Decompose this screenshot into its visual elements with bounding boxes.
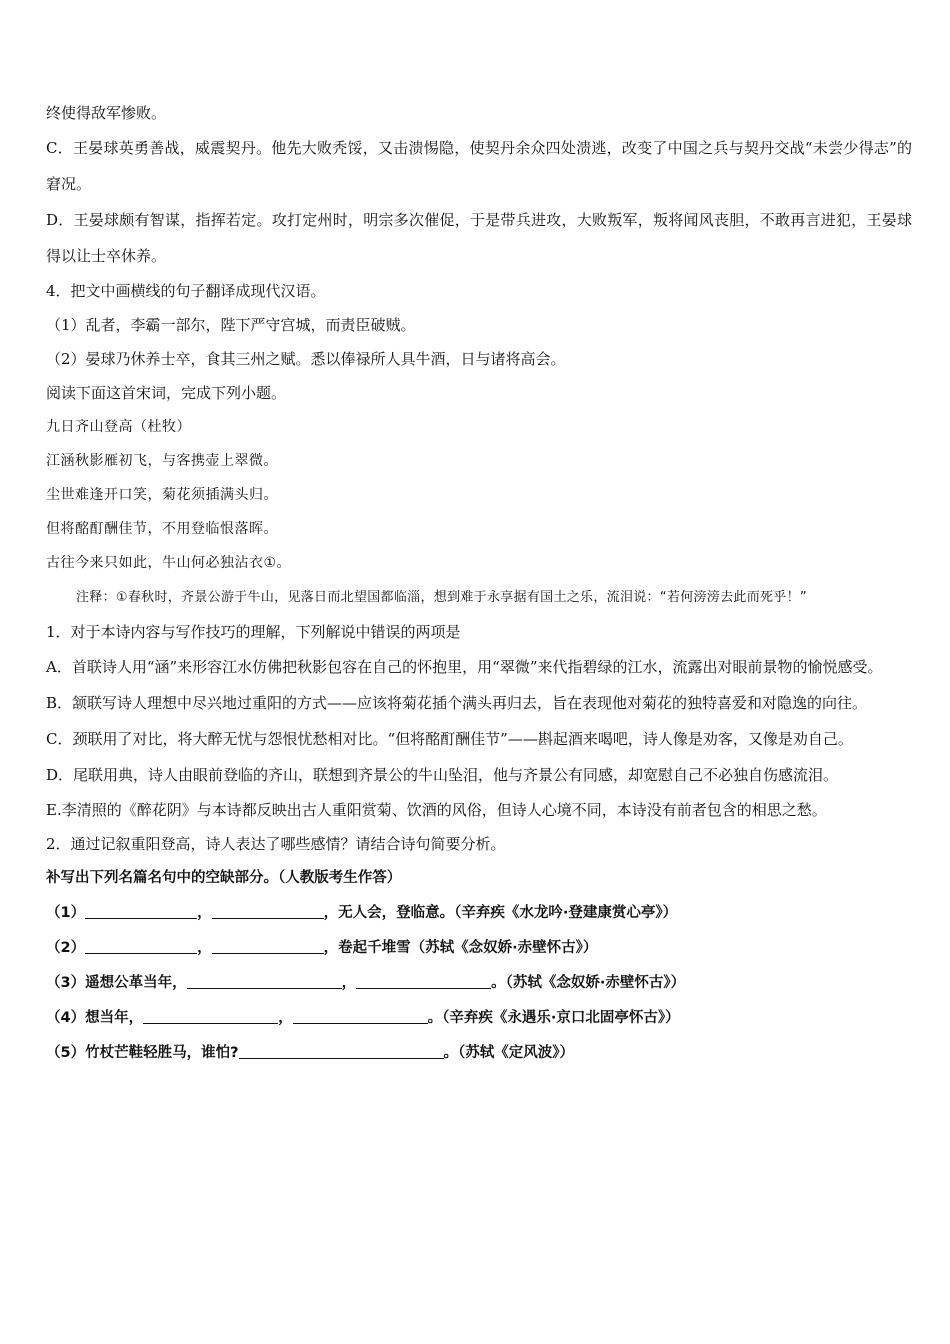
fill-item-2: （2） ， ，卷起千堆雪（苏轼《念奴娇·赤壁怀古》） bbox=[46, 931, 912, 966]
question-2: 2．通过记叙重阳登高，诗人表达了哪些感情？请结合诗句简要分析。 bbox=[46, 835, 506, 853]
poem-title: 九日齐山登高（杜牧） bbox=[46, 419, 191, 435]
option-d: D．王晏球颇有智谋，指挥若定。攻打定州时，明宗多次催促，于是带兵进攻，大败叛军，叛将闻风丧胆，不敢再言进犯，王晏球得以让士卒休养。 bbox=[46, 211, 912, 265]
answer-blank[interactable] bbox=[293, 1007, 428, 1024]
question-4-part-2: （2）晏球乃休养士卒，食其三州之赋。悉以俸禄所人具牛酒，日与诸将高会。 bbox=[46, 350, 566, 368]
answer-blank[interactable] bbox=[143, 1007, 278, 1024]
answer-blank[interactable] bbox=[85, 902, 197, 919]
fill-item-4: （4）想当年， ， 。（辛弃疾《永遇乐·京口北固亭怀古》） bbox=[46, 1001, 912, 1036]
document-page bbox=[46, 96, 912, 1071]
q1-option-e: E.李清照的《醉花阴》与本诗都反映出古人重阳赏菊、饮酒的风俗，但诗人心境不同，本诗没有前者包含的相思之愁。 bbox=[46, 801, 827, 819]
answer-blank[interactable] bbox=[356, 972, 491, 989]
q1-option-b: B．颔联写诗人理想中尽兴地过重阳的方式——应该将菊花插个满头再归去，旨在表现他对菊花的独特喜爱和对隐逸的向往。 bbox=[46, 694, 868, 712]
question-4: 4．把文中画横线的句子翻译成现代汉语。 bbox=[46, 282, 326, 300]
q1-option-a: A．首联诗人用“涵”来形容江水仿佛把秋影包容在自己的怀抱里，用“翠微”来代指碧绿的江水，流露出对眼前景物的愉悦感受。 bbox=[46, 658, 883, 676]
option-c: C．王晏球英勇善战，威震契丹。他先大败秃馁，又击溃惕隐，使契丹余众四处溃逃，改变了中国之兵与契丹交战“未尝少得志”的窘况。 bbox=[46, 139, 912, 193]
answer-blank[interactable] bbox=[239, 1042, 444, 1059]
fill-heading: 补写出下列名篇名句中的空缺部分。（人教版考生作答） bbox=[46, 870, 402, 886]
answer-blank[interactable] bbox=[212, 902, 324, 919]
poem-line: 江涵秋影雁初飞，与客携壶上翠微。 bbox=[46, 453, 278, 469]
poem-line: 但将酩酊酬佳节，不用登临恨落晖。 bbox=[46, 521, 278, 537]
text-line: 终使得敌军惨败。 bbox=[46, 104, 167, 122]
question-4-part-1: （1）乱者，李霸一部尔，陛下严守宫城，而责臣破贼。 bbox=[46, 316, 416, 334]
poem-line: 古往今来只如此，牛山何必独沾衣①。 bbox=[46, 555, 292, 571]
fill-item-3: （3）遥想公革当年， ， 。（苏轼《念奴娇·赤壁怀古》） bbox=[46, 966, 912, 1001]
answer-blank[interactable] bbox=[85, 937, 197, 954]
answer-blank[interactable] bbox=[212, 937, 324, 954]
poem-note: 注释：①春秋时，齐景公游于牛山，见落日而北望国都临淄，想到难于永享据有国土之乐，流泪说：“若何滂滂去此而死乎！” bbox=[76, 590, 807, 605]
q1-option-d: D．尾联用典，诗人由眼前登临的齐山，联想到齐景公的牛山坠泪，他与齐景公有同感，却宽慰自己不必独自伤感流泪。 bbox=[46, 766, 839, 784]
q1-option-c: C．颈联用了对比，将大醉无忧与怨恨忧愁相对比。“但将酩酊酬佳节”——斟起酒来喝吧，诗人像是劝客，又像是劝自己。 bbox=[46, 730, 853, 748]
fill-item-5: （5）竹杖芒鞋轻胜马，谁怕? 。（苏轼《定风波》） bbox=[46, 1036, 912, 1071]
answer-blank[interactable] bbox=[187, 972, 342, 989]
question-1-stem: 1．对于本诗内容与写作技巧的理解，下列解说中错误的两项是 bbox=[46, 623, 461, 641]
reading-intro: 阅读下面这首宋词，完成下列小题。 bbox=[46, 384, 287, 402]
fill-item-1: （1） ， ，无人会，登临意。（辛弃疾《水龙吟·登建康赏心亭》） bbox=[46, 896, 912, 931]
poem-line: 尘世难逢开口笑，菊花须插满头归。 bbox=[46, 487, 278, 503]
